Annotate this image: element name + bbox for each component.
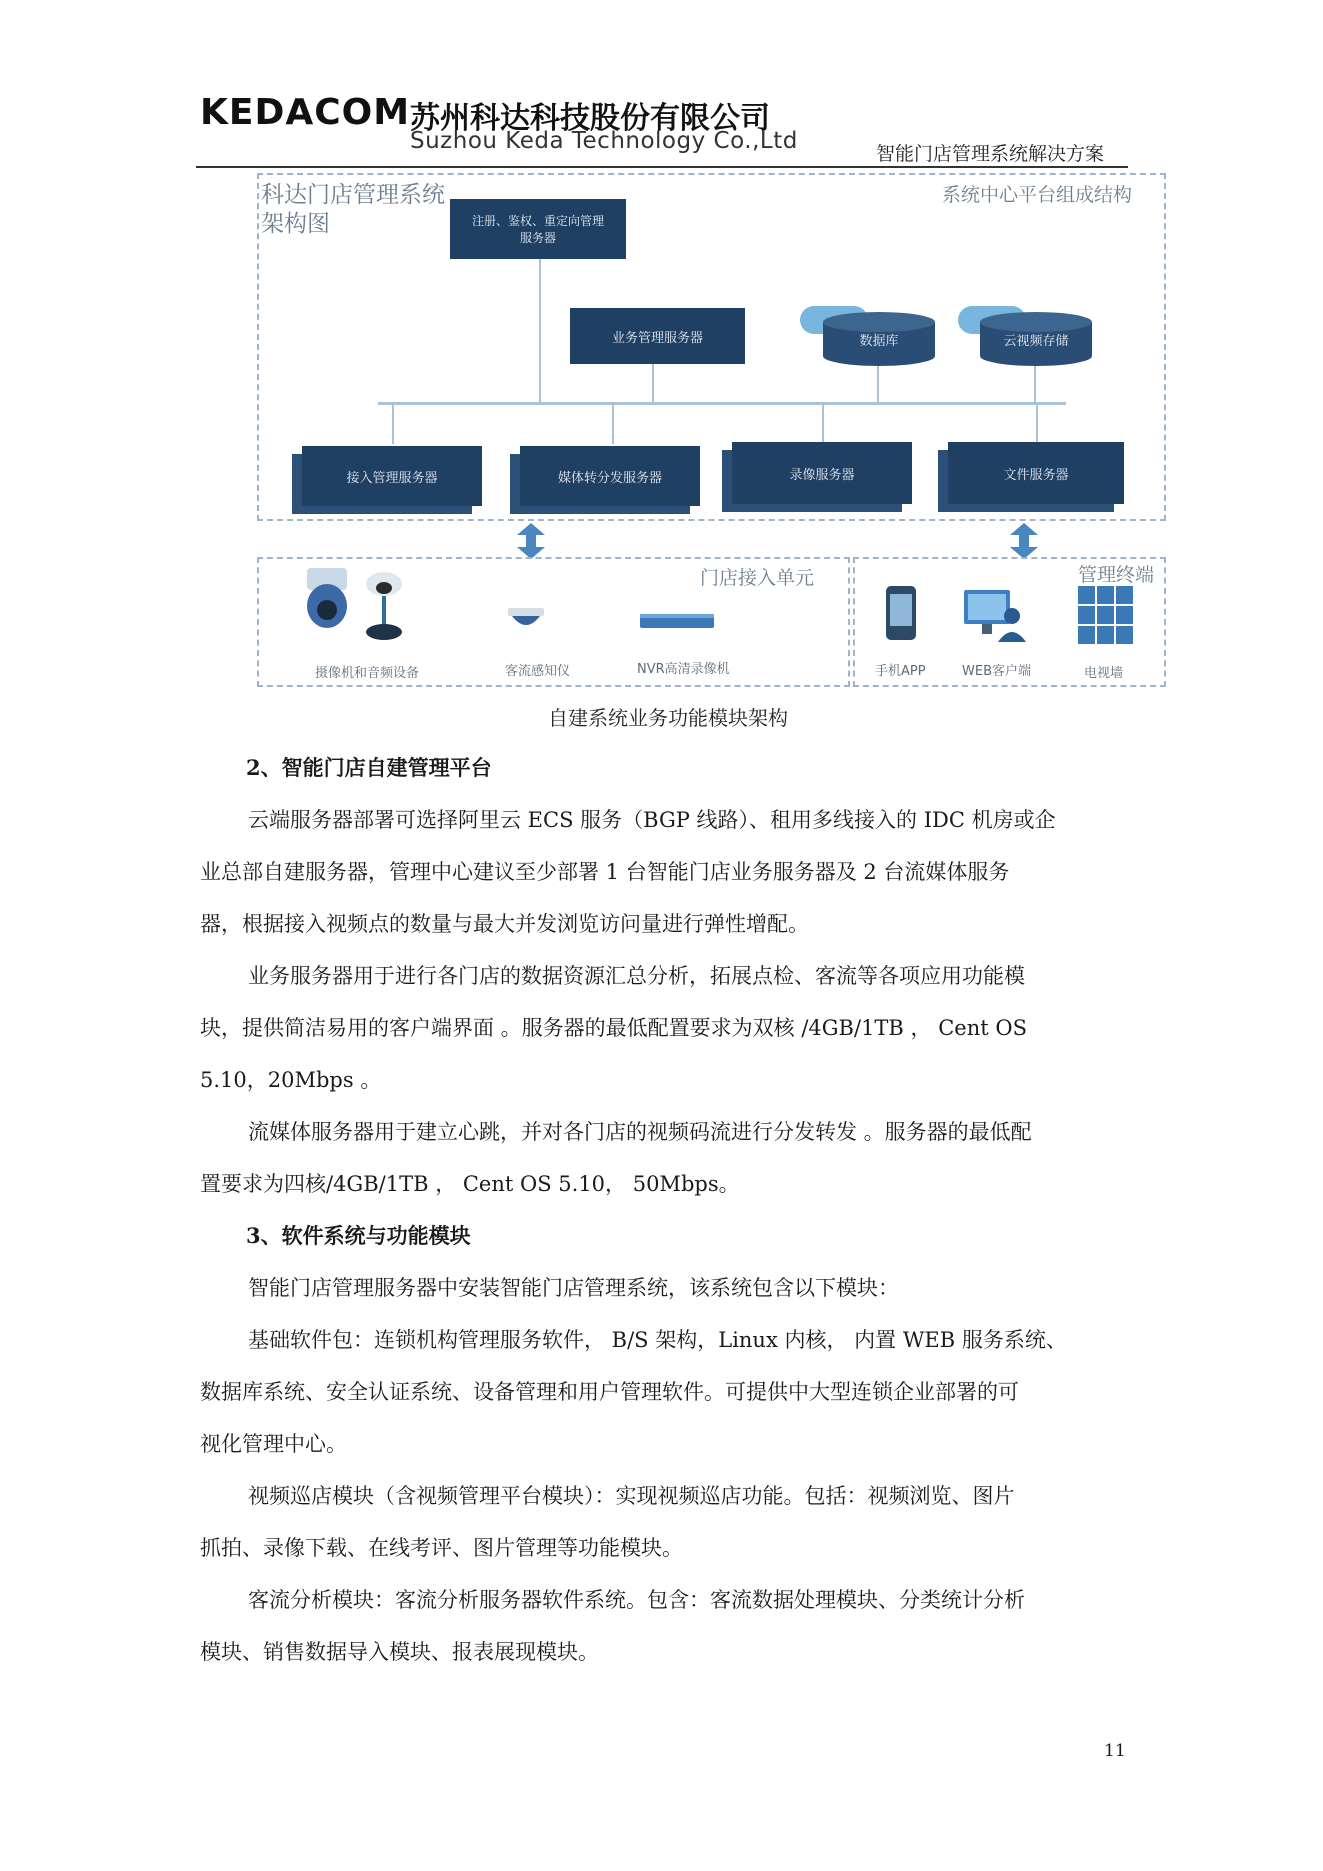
record-server-label: 录像服务器 — [789, 467, 855, 483]
bus-line — [378, 402, 1066, 405]
paragraph-line: 视化管理中心。 — [200, 1432, 347, 1456]
database-label: 数据库 — [859, 334, 899, 349]
connector-line — [612, 404, 614, 444]
connector-line — [822, 404, 824, 444]
access-server-label: 接入管理服务器 — [346, 470, 438, 486]
architecture-diagram — [0, 0, 1323, 700]
auth-server-box — [450, 199, 626, 259]
auth-server-label-2: 服务器 — [519, 231, 556, 245]
platform-label: 系统中心平台组成结构 — [942, 184, 1133, 206]
double-arrow-icon — [1006, 521, 1042, 561]
paragraph-line: 业总部自建服务器，管理中心建议至少部署 1 台智能门店业务服务器及 2 台流媒体服务 — [200, 860, 1010, 884]
company-logo: KEDACOM — [200, 92, 411, 133]
connector-line — [392, 404, 394, 444]
company-name-en: Suzhou Keda Technology Co.,Ltd — [410, 128, 798, 154]
mobile-icon — [884, 584, 918, 642]
store-unit-label: 门店接入单元 — [700, 567, 815, 589]
nvr-label: NVR高清录像机 — [637, 662, 730, 677]
double-arrow-icon — [513, 521, 549, 561]
cloud-storage-cylinder — [980, 308, 1092, 368]
paragraph-line: 基础软件包：连锁机构管理服务软件， B/S 架构，Linux 内核， 内置 WEB 服务系统、 — [248, 1328, 1067, 1352]
paragraph-line: 客流分析模块：客流分析服务器软件系统。包含：客流数据处理模块、分类统计分析 — [248, 1588, 1025, 1612]
management-label: 管理终端 — [1078, 564, 1155, 586]
camera-device-label: 摄像机和音频设备 — [315, 666, 420, 681]
microphone-icon — [362, 570, 406, 644]
section-2-heading: 2、智能门店自建管理平台 — [246, 755, 492, 780]
figure-caption: 自建系统业务功能模块架构 — [548, 706, 788, 730]
connector-line — [652, 364, 654, 404]
file-server-box — [948, 442, 1124, 504]
paragraph-line: 5.10，20Mbps 。 — [200, 1068, 382, 1092]
tv-wall-label: 电视墙 — [1084, 666, 1124, 681]
paragraph-line: 模块、销售数据导入模块、报表展现模块。 — [200, 1640, 599, 1664]
nvr-icon — [638, 612, 716, 630]
web-client-label: WEB客户端 — [962, 664, 1031, 679]
record-server-box — [732, 442, 912, 504]
paragraph-line: 云端服务器部署可选择阿里云 ECS 服务（BGP 线路）、租用多线接入的 IDC 机房或企 — [248, 808, 1056, 832]
camera-icon — [302, 566, 352, 632]
paragraph-line: 器，根据接入视频点的数量与最大并发浏览访问量进行弹性增配。 — [200, 912, 809, 936]
company-name-cn: 苏州科达科技股份有限公司 — [410, 101, 770, 136]
page-number: 11 — [1104, 1741, 1126, 1761]
business-server-label: 业务管理服务器 — [611, 330, 703, 346]
section-3-heading: 3、软件系统与功能模块 — [246, 1223, 471, 1248]
auth-server-label-1: 注册、鉴权、重定向管理 — [471, 214, 604, 228]
database-cylinder — [823, 308, 935, 368]
flow-sensor-label: 客流感知仪 — [505, 664, 571, 679]
paragraph-line: 块，提供简洁易用的客户端界面 。服务器的最低配置要求为双核 /4GB/1TB ， Cent OS — [200, 1016, 1027, 1040]
paragraph-line: 视频巡店模块（含视频管理平台模块）：实现视频巡店功能。包括：视频浏览、图片 — [248, 1484, 1015, 1508]
web-client-icon — [962, 586, 1028, 644]
connector-line — [1036, 404, 1038, 444]
paragraph-line: 流媒体服务器用于建立心跳，并对各门店的视频码流进行分发转发 。服务器的最低配 — [248, 1120, 1032, 1144]
paragraph-line: 业务服务器用于进行各门店的数据资源汇总分析，拓展点检、客流等各项应用功能模 — [248, 964, 1025, 988]
access-server-box — [302, 446, 482, 506]
document-title: 智能门店管理系统解决方案 — [876, 143, 1105, 165]
paragraph-line: 智能门店管理服务器中安装智能门店管理系统，该系统包含以下模块： — [248, 1276, 899, 1300]
paragraph-line: 置要求为四核/4GB/1TB ， Cent OS 5.10， 50Mbps。 — [200, 1172, 740, 1196]
paragraph-line: 抓拍、录像下载、在线考评、图片管理等功能模块。 — [200, 1536, 683, 1560]
tv-wall-icon — [1076, 584, 1136, 646]
flow-sensor-icon — [506, 606, 546, 632]
file-server-label: 文件服务器 — [1003, 467, 1069, 483]
business-server-box — [570, 308, 745, 364]
cloud-storage-label: 云视频存储 — [1003, 334, 1069, 349]
connector-line — [539, 258, 541, 404]
paragraph-line: 数据库系统、安全认证系统、设备管理和用户管理软件。可提供中大型连锁企业部署的可 — [200, 1380, 1019, 1404]
media-server-box — [520, 446, 700, 506]
mobile-app-label: 手机APP — [875, 664, 926, 679]
diagram-title-line2: 架构图 — [261, 211, 330, 237]
diagram-title-line1: 科达门店管理系统 — [261, 182, 445, 208]
media-server-label: 媒体转分发服务器 — [557, 470, 662, 486]
